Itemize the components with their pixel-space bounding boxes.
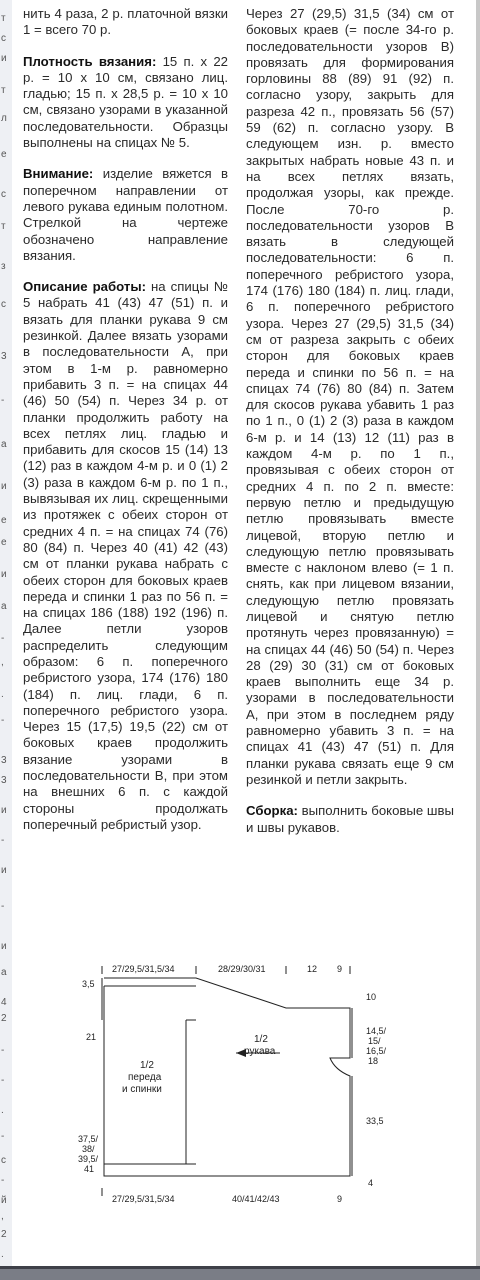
margin-fragment: 3 bbox=[1, 775, 7, 786]
dim-left-39-5: 39,5/ bbox=[78, 1154, 99, 1164]
dim-bottom-body: 27/29,5/31,5/34 bbox=[112, 1194, 175, 1204]
margin-fragment: - bbox=[1, 715, 5, 726]
heading-assembly: Сборка: bbox=[246, 803, 298, 819]
dim-top-neck: 28/29/30/31 bbox=[218, 964, 266, 974]
dim-left-3-5: 3,5 bbox=[82, 979, 95, 989]
page-right-edge bbox=[476, 0, 480, 1280]
paragraph-continuation-right: Через 27 (29,5) 31,5 (34) см от боковых краев (= после 34-го р. последовательности узоров В) провязать для формирования горловины 88 (89) 91 (92) п. согласно узору, закрыть для разреза 42 п., провязать 56 (57) 59 (62) п. согласно узору. В следующем изн. р. вместо закрытых набрать новые 43 п. и на всех петлях вязать, продолжая узоры, как прежде. После 70-го р. последовательности узоров В вязать в следующей последовательности: 6 п. поперечного ребристого узора, 174 (176) 180 (184) п. лиц. глади, 6 п. поперечного ребристого узора. Через 27 (29,5) 31,5 (34) см от разреза закрыть с обеих сторон для боковых краев переда и спинки по 56 п. = на спицах 74 (76) 80 (84) п. Затем для скосов рукава убавить 1 раз по 1 п., 0 (1) 2 (3) раза в каждом 6-м р. и 14 (13) 12 (11) раз в каждом 4-м р. по 1 п., провязывая с обеих сторон от средних 4 п. по 2 п. вместе: первую петлю и предыдущую петлю провязывать вместе лицевой, вторую петлю и следующую петлю провязывать вместе с наклоном влево (= 1 п. снять, как при лицевом вязании, следующую петлю провязать лицевой и снятую петлю протянуть через провязанную) = на спицах 44 (46) 50 (54) п. Через 28 (29) 30 (31) см от боковых краев выполнить еще 34 р. узорами в последовательности А, при этом в последнем ряду равномерно убавить 3 п. = на спицах 41 (43) 47 (51) п. Для планки рукава связать еще 9 см резинкой и петли закрыть. bbox=[246, 6, 454, 787]
body-edge bbox=[186, 1020, 196, 1164]
margin-fragment: и bbox=[1, 805, 7, 816]
right-text-column bbox=[246, 6, 454, 851]
dim-right-16-5: 16,5/ bbox=[366, 1046, 387, 1056]
paragraph-work-description: Описание работы: на спицы № 5 набрать 41 (43) 47 (51) п. и вязать для планки рукава 9 см резинкой. Далее вязать узорами в последовательности А, при этом в 1-м р. равномерно прибавить 3 п. = на спицах 44 (46) 50 (54) п. Через 34 р. от планки продолжить работу на всех петлях лиц. гладью и прибавить для скосов 15 (14) 13 (12) раз в каждом 4-м р. и 0 (1) 2 (3) раза в каждом 6-м р. по 1 п., вывязывая их лиц. скрещенными из протяжек с обеих сторон от средних 4 п. = на спицах 74 (76) 80 (84) п. Через 40 (41) 42 (43) см от планки рукава набрать с обеих сторон для боковых краев переда и спинки 1 раз по 56 п. = на спицах 186 (188) 192 (196) п. Далее петли узоров распределить следующим образом: 6 п. поперечного ребристого узора, 174 (176) 180 (184) п. лиц. глади, 6 п. поперечного ребристого узора. Через 15 (17,5) 19,5 (22) см от боковых краев продолжить вязание узорами в последовательности В, при этом на внешних 6 п. с каждой стороны продолжать поперечный ребристый узор. bbox=[23, 279, 228, 832]
dim-right-33-5: 33,5 bbox=[366, 1116, 384, 1126]
margin-fragment: л bbox=[1, 113, 7, 124]
dim-left-21: 21 bbox=[86, 1032, 97, 1042]
margin-fragment: - bbox=[1, 1175, 5, 1186]
label-body-fraction: 1/2 bbox=[140, 1060, 154, 1071]
margin-fragment: т bbox=[1, 85, 6, 96]
dim-right-18: 18 bbox=[368, 1056, 379, 1066]
dim-bottom-sleeve: 40/41/42/43 bbox=[232, 1194, 280, 1204]
margin-fragment: - bbox=[1, 1075, 5, 1086]
knitting-schematic bbox=[0, 950, 480, 1250]
margin-fragment: а bbox=[1, 439, 7, 450]
paragraph-gauge: Плотность вязания: 15 п. х 22 р. = 10 х 10 см, связано лиц. гладью; 15 п. х 28,5 р. = 10 х 10 см, связано узорами в указанной последовательности. Образцы выполнены на спицах № 5. bbox=[23, 53, 228, 151]
margin-fragment: - bbox=[1, 901, 5, 912]
margin-fragment: - bbox=[1, 395, 5, 406]
page-bottom-bar bbox=[0, 1266, 480, 1280]
margin-fragment: - bbox=[1, 633, 5, 644]
margin-fragment: и bbox=[1, 569, 7, 580]
margin-fragment: . bbox=[1, 1249, 4, 1260]
label-sleeve-fraction: 1/2 bbox=[254, 1034, 268, 1045]
paragraph-continuation: нить 4 раза, 2 р. платочной вязки 1 = всего 70 р. bbox=[23, 6, 228, 38]
margin-fragment: а bbox=[1, 601, 7, 612]
margin-fragment: 4 bbox=[1, 997, 7, 1008]
margin-fragment: и bbox=[1, 53, 7, 64]
dim-right-10: 10 bbox=[366, 992, 377, 1002]
dim-right-14-5: 14,5/ bbox=[366, 1026, 387, 1036]
label-body-back: и спинки bbox=[122, 1084, 162, 1095]
label-sleeve: рукава bbox=[244, 1046, 276, 1057]
margin-fragment: 3 bbox=[1, 755, 7, 766]
margin-fragment: е bbox=[1, 515, 7, 526]
paragraph-attention: Внимание: изделие вяжется в поперечном направлении от левого рукава единым полотном. Стрелкой на чертеже обозначено направление вязания. bbox=[23, 166, 228, 263]
margin-fragment: - bbox=[1, 1131, 5, 1142]
dim-right-15: 15/ bbox=[368, 1036, 381, 1046]
margin-fragment: т bbox=[1, 13, 6, 24]
margin-fragment: - bbox=[1, 1045, 5, 1056]
margin-fragment: . bbox=[1, 689, 4, 700]
margin-fragment: и bbox=[1, 941, 7, 952]
margin-fragment: и bbox=[1, 865, 7, 876]
margin-fragment: 2 bbox=[1, 1229, 7, 1240]
margin-fragment: т bbox=[1, 221, 6, 232]
dim-top-body: 27/29,5/31,5/34 bbox=[112, 964, 175, 974]
margin-fragment: е bbox=[1, 149, 7, 160]
heading-gauge: Плотность вязания: bbox=[23, 53, 157, 69]
margin-fragment: 2 bbox=[1, 1013, 7, 1024]
margin-fragment: 3 bbox=[1, 351, 7, 362]
paragraph-assembly: Сборка: выполнить боковые швы и швы рукавов. bbox=[246, 803, 454, 835]
margin-fragment: а bbox=[1, 967, 7, 978]
dim-left-38: 38/ bbox=[82, 1144, 95, 1154]
dim-right-4: 4 bbox=[368, 1178, 374, 1188]
margin-fragment: с bbox=[1, 33, 6, 44]
heading-work-description: Описание работы: bbox=[23, 279, 146, 295]
margin-fragment: с bbox=[1, 189, 6, 200]
dim-top-9: 9 bbox=[337, 964, 343, 974]
margin-fragment: - bbox=[1, 835, 5, 846]
margin-fragment: , bbox=[1, 657, 4, 668]
margin-fragment: с bbox=[1, 1155, 6, 1166]
margin-fragment: и bbox=[1, 481, 7, 492]
margin-fragment: . bbox=[1, 1105, 4, 1116]
dim-left-37-5: 37,5/ bbox=[78, 1134, 99, 1144]
margin-fragment: й bbox=[1, 1195, 7, 1206]
margin-fragment: е bbox=[1, 537, 7, 548]
dim-left-41: 41 bbox=[84, 1164, 95, 1174]
heading-attention: Внимание: bbox=[23, 166, 94, 182]
dim-top-12: 12 bbox=[307, 964, 318, 974]
label-body-front: переда bbox=[128, 1072, 162, 1083]
margin-fragment: , bbox=[1, 1211, 4, 1222]
margin-fragment: з bbox=[1, 261, 6, 272]
dim-bottom-9: 9 bbox=[337, 1194, 343, 1204]
margin-fragment: с bbox=[1, 299, 6, 310]
left-text-column bbox=[23, 6, 228, 848]
